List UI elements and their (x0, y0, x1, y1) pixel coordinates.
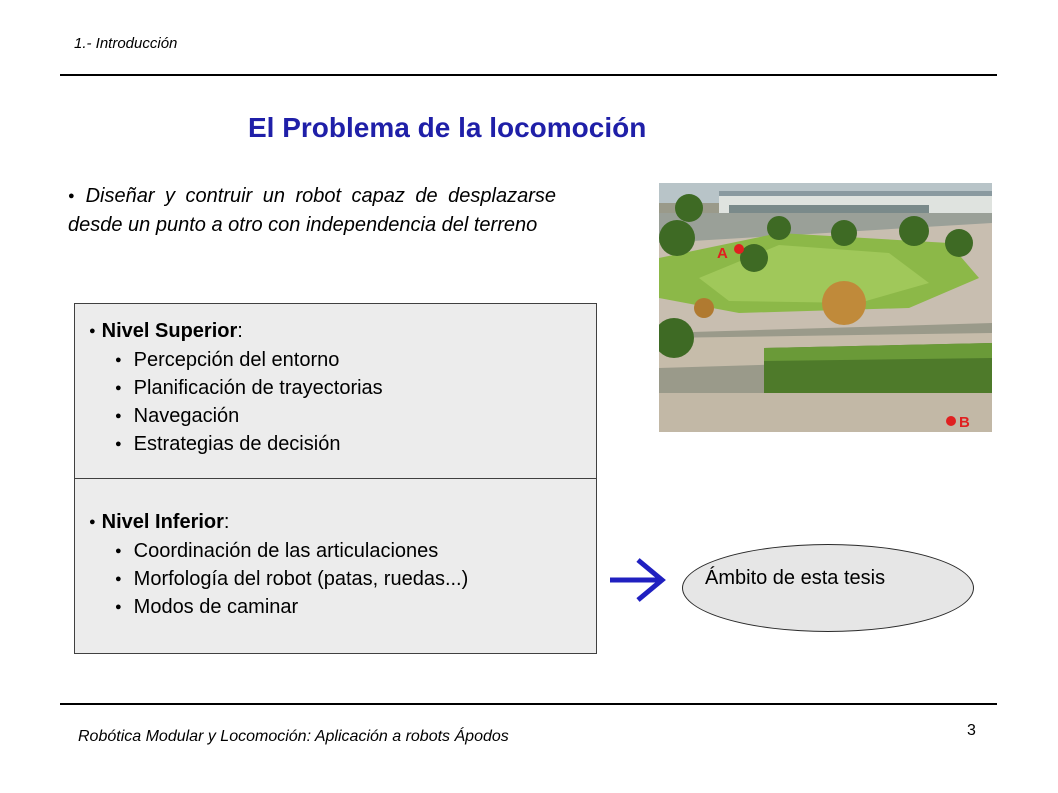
lower-level-box (74, 478, 597, 654)
bullet-icon: ● (115, 410, 122, 422)
bullet-icon: ● (89, 325, 96, 337)
upper-level-list (115, 346, 383, 458)
intro-paragraph (68, 182, 556, 240)
footer-title: Robótica Modular y Locomoción: Aplicación a robots Ápodos (78, 728, 509, 745)
bullet-icon: ● (89, 516, 96, 528)
upper-level-heading: ● Nivel Superior: (89, 320, 243, 342)
bullet-icon: ● (115, 545, 122, 557)
right-arrow-icon (608, 557, 668, 603)
list-item: ● Coordinación de las articulaciones (115, 540, 439, 562)
slide-title: El Problema de la locomoción (248, 112, 647, 143)
list-item: ● Modos de caminar (115, 596, 299, 618)
list-item: ● Percepción del entorno (115, 349, 340, 371)
bullet-icon: ● (115, 354, 122, 366)
upper-level-box (74, 303, 597, 479)
park-photo (659, 183, 992, 432)
list-item: ● Estrategias de decisión (115, 433, 341, 455)
upper-level-title: Nivel Superior (101, 320, 238, 342)
intro-text: Diseñar y contruir un robot capaz de desplazarse desde un punto a otro con independencia del terreno (68, 185, 556, 236)
bullet-icon: ● (115, 573, 122, 585)
bullet-icon: ● (115, 438, 122, 450)
list-item: ● Navegación (115, 405, 240, 427)
bullet-icon: ● (68, 190, 80, 202)
list-item: ● Planificación de trayectorias (115, 377, 383, 399)
marker-b-label: B (959, 414, 970, 431)
lower-level-title: Nivel Inferior (101, 511, 224, 533)
bullet-icon: ● (115, 382, 122, 394)
marker-a-label: A (717, 245, 728, 262)
lower-level-heading: ● Nivel Inferior: (89, 511, 230, 533)
footer-divider (60, 703, 997, 705)
page-number: 3 (967, 722, 976, 739)
section-label: 1.- Introducción (74, 35, 178, 52)
list-item: ● Morfología del robot (patas, ruedas...) (115, 568, 469, 590)
header-divider (60, 74, 997, 76)
lower-level-list (115, 537, 468, 621)
scope-label: Ámbito de esta tesis (705, 567, 886, 589)
bullet-icon: ● (115, 601, 122, 613)
